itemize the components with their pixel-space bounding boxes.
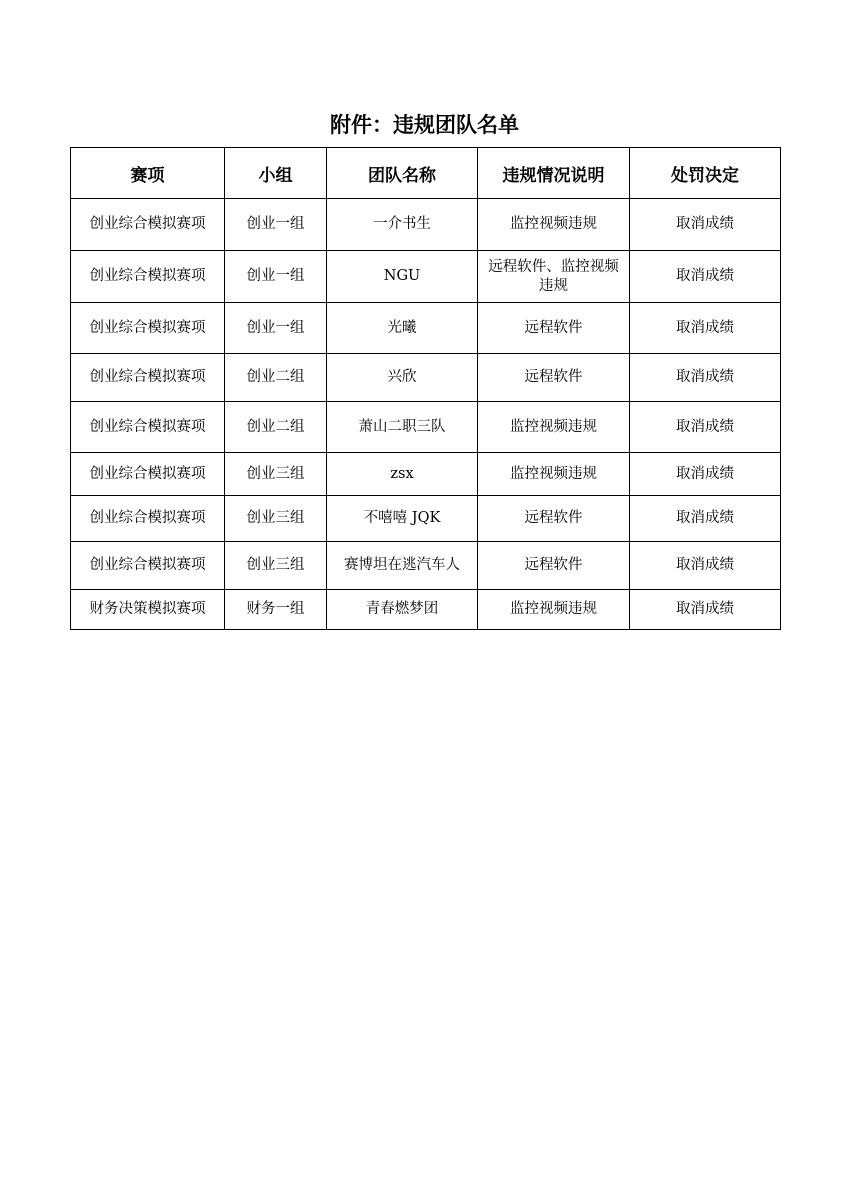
cell-violation: 远程软件、监控视频违规 (478, 251, 630, 303)
cell-violation: 监控视频违规 (478, 590, 630, 630)
cell-violation: 监控视频违规 (478, 199, 630, 251)
cell-penalty: 取消成绩 (630, 590, 781, 630)
cell-event: 创业综合模拟赛项 (71, 303, 225, 354)
cell-event: 创业综合模拟赛项 (71, 453, 225, 496)
cell-penalty: 取消成绩 (630, 251, 781, 303)
table-row (71, 354, 781, 402)
header-event: 赛项 (71, 148, 225, 199)
cell-penalty: 取消成绩 (630, 199, 781, 251)
table-row (71, 199, 781, 251)
cell-group: 创业一组 (225, 199, 327, 251)
cell-team-name: 青春燃梦团 (327, 590, 478, 630)
cell-penalty: 取消成绩 (630, 542, 781, 590)
table-row (71, 590, 781, 630)
table-row (71, 303, 781, 354)
cell-group: 创业二组 (225, 402, 327, 453)
table-row (71, 496, 781, 542)
header-penalty-decision: 处罚决定 (630, 148, 781, 199)
cell-group: 创业三组 (225, 453, 327, 496)
cell-group: 创业三组 (225, 496, 327, 542)
cell-penalty: 取消成绩 (630, 453, 781, 496)
table-row (71, 402, 781, 453)
cell-violation: 远程软件 (478, 354, 630, 402)
cell-event: 创业综合模拟赛项 (71, 251, 225, 303)
cell-group: 创业一组 (225, 251, 327, 303)
cell-event: 创业综合模拟赛项 (71, 402, 225, 453)
cell-event: 创业综合模拟赛项 (71, 542, 225, 590)
table-row (71, 453, 781, 496)
violation-team-table (70, 147, 781, 630)
cell-group: 财务一组 (225, 590, 327, 630)
cell-group: 创业三组 (225, 542, 327, 590)
cell-team-name: zsx (327, 453, 478, 496)
cell-penalty: 取消成绩 (630, 402, 781, 453)
cell-team-name: 萧山二职三队 (327, 402, 478, 453)
table-row (71, 251, 781, 303)
cell-event: 创业综合模拟赛项 (71, 496, 225, 542)
cell-team-name: 不嘻嘻 JQK (327, 496, 478, 542)
cell-team-name: 光曦 (327, 303, 478, 354)
table-row (71, 542, 781, 590)
cell-violation: 监控视频违规 (478, 453, 630, 496)
cell-event: 创业综合模拟赛项 (71, 354, 225, 402)
cell-group: 创业一组 (225, 303, 327, 354)
table-header-row (71, 148, 781, 199)
cell-team-name: NGU (327, 251, 478, 303)
cell-violation: 监控视频违规 (478, 402, 630, 453)
header-group: 小组 (225, 148, 327, 199)
cell-violation: 远程软件 (478, 542, 630, 590)
cell-penalty: 取消成绩 (630, 496, 781, 542)
header-violation-description: 违规情况说明 (478, 148, 630, 199)
header-team-name: 团队名称 (327, 148, 478, 199)
cell-group: 创业二组 (225, 354, 327, 402)
cell-event: 财务决策模拟赛项 (71, 590, 225, 630)
cell-violation: 远程软件 (478, 496, 630, 542)
cell-penalty: 取消成绩 (630, 303, 781, 354)
cell-team-name: 兴欣 (327, 354, 478, 402)
cell-team-name: 一介书生 (327, 199, 478, 251)
cell-violation: 远程软件 (478, 303, 630, 354)
cell-team-name: 赛博坦在逃汽车人 (327, 542, 478, 590)
page-title: 附件：违规团队名单 (330, 113, 519, 137)
cell-event: 创业综合模拟赛项 (71, 199, 225, 251)
cell-penalty: 取消成绩 (630, 354, 781, 402)
